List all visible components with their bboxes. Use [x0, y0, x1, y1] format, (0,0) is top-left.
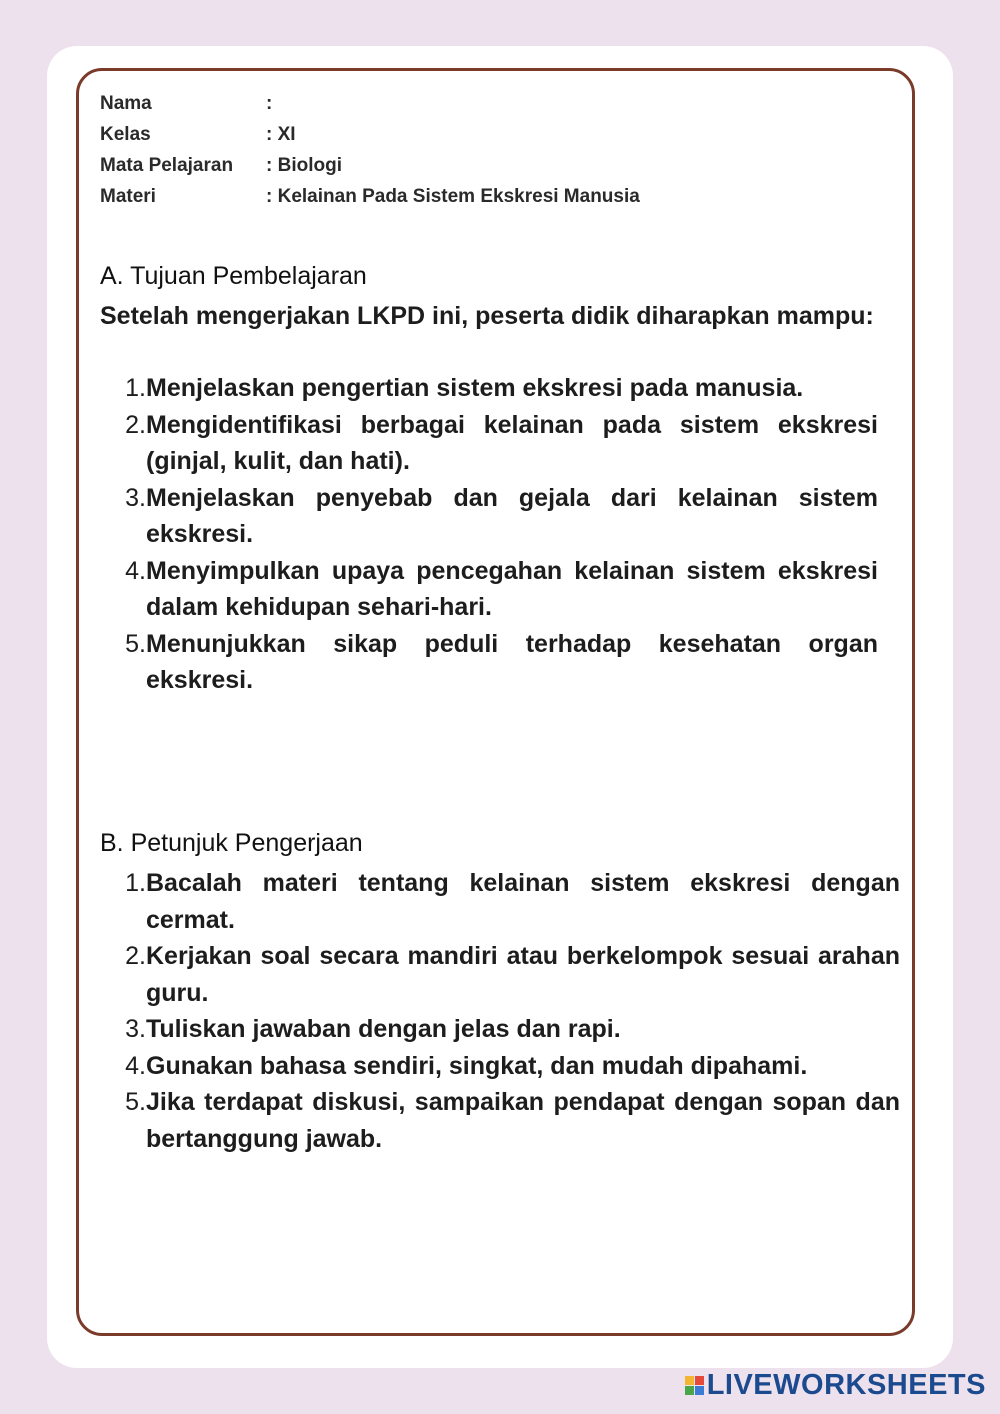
- item-text: Tuliskan jawaban dengan jelas dan rapi.: [146, 1015, 621, 1043]
- info-label: Nama: [100, 92, 152, 114]
- list-item: [100, 938, 900, 1011]
- item-number: 3.: [125, 1015, 146, 1043]
- logo-cube: [695, 1376, 704, 1385]
- item-number: 2.: [125, 942, 146, 970]
- list-item: [100, 407, 878, 480]
- item-text: Bacalah materi tentang kelainan sistem ekskresi dengan cermat.: [146, 869, 900, 934]
- item-number: 4.: [125, 556, 146, 585]
- item-text: Kerjakan soal secara mandiri atau berkelompok sesuai arahan guru.: [146, 942, 900, 1007]
- item-text: Menjelaskan penyebab dan gejala dari kelainan sistem ekskresi.: [146, 483, 878, 548]
- list-item: [100, 553, 878, 626]
- list-item: [100, 1084, 900, 1157]
- section-b-title: B. Petunjuk Pengerjaan: [100, 829, 363, 857]
- item-text: Gunakan bahasa sendiri, singkat, dan mudah dipahami.: [146, 1051, 808, 1080]
- info-label: Kelas: [100, 123, 151, 145]
- info-label: Materi: [100, 185, 156, 207]
- info-value: : Kelainan Pada Sistem Ekskresi Manusia: [266, 185, 640, 207]
- info-value: : Biologi: [266, 154, 342, 176]
- section-a-title: A. Tujuan Pembelajaran: [100, 262, 367, 290]
- item-text: Menyimpulkan upaya pencegahan kelainan sistem ekskresi dalam kehidupan sehari-hari.: [146, 556, 878, 621]
- liveworksheets-logo-icon: [685, 1376, 704, 1395]
- item-number: 2.: [125, 410, 146, 439]
- item-text: Menjelaskan pengertian sistem ekskresi pada manusia.: [146, 374, 804, 402]
- info-row-mapel: [100, 150, 640, 181]
- list-item: [100, 370, 878, 407]
- info-value: : XI: [266, 123, 296, 145]
- item-number: 5.: [125, 1088, 146, 1116]
- info-row-kelas: [100, 119, 640, 150]
- logo-cube: [685, 1376, 694, 1385]
- watermark-text: LIVEWORKSHEETS: [706, 1369, 986, 1401]
- info-value: :: [266, 92, 273, 114]
- list-item: [100, 865, 900, 938]
- list-item: [100, 626, 878, 699]
- list-item: [100, 480, 878, 553]
- item-number: 1.: [125, 374, 146, 402]
- list-item: [100, 1048, 900, 1085]
- info-row-nama: [100, 88, 640, 119]
- liveworksheets-watermark: [685, 1369, 986, 1402]
- objectives-list: [100, 370, 878, 699]
- logo-cube: [685, 1386, 694, 1395]
- item-number: 5.: [125, 629, 146, 658]
- info-row-materi: [100, 181, 640, 212]
- list-item: [100, 1011, 900, 1048]
- item-text: Menunjukkan sikap peduli terhadap kesehatan organ ekskresi.: [146, 629, 878, 694]
- logo-cube: [695, 1386, 704, 1395]
- student-info: [100, 88, 640, 212]
- item-text: Jika terdapat diskusi, sampaikan pendapat dengan sopan dan bertanggung jawab.: [146, 1088, 900, 1153]
- instructions-list: [100, 865, 900, 1157]
- section-a-intro: Setelah mengerjakan LKPD ini, peserta didik diharapkan mampu:: [100, 302, 874, 330]
- item-number: 3.: [125, 483, 146, 512]
- item-number: 1.: [125, 869, 146, 897]
- info-label: Mata Pelajaran: [100, 154, 234, 176]
- item-number: 4.: [125, 1051, 146, 1080]
- item-text: Mengidentifikasi berbagai kelainan pada sistem ekskresi (ginjal, kulit, dan hati).: [146, 410, 878, 475]
